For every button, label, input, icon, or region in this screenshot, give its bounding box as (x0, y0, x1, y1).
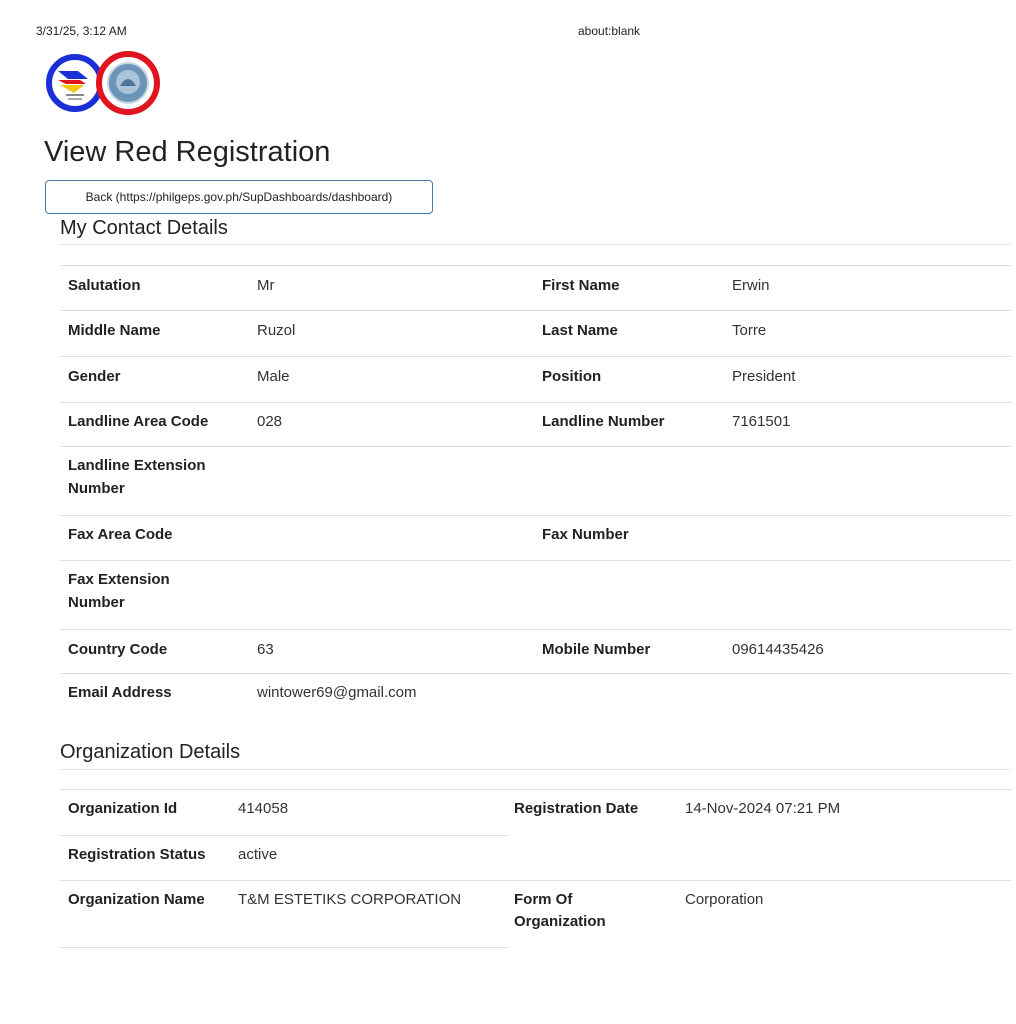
landline-number-label: Landline Number (542, 413, 665, 430)
back-button[interactable]: Back (https://philgeps.gov.ph/SupDashboards/dashboard) (45, 180, 433, 214)
org-section-rule (60, 769, 1011, 770)
table-row-divider (60, 515, 1011, 516)
fax-extension-label-2: Number (68, 594, 125, 611)
table-row-divider (60, 673, 1011, 674)
form-of-org-label-2: Organization (514, 913, 606, 930)
landline-extension-label-2: Number (68, 480, 125, 497)
logos (46, 48, 162, 118)
org-name-label: Organization Name (68, 891, 205, 908)
table-row-divider (60, 402, 1011, 403)
landline-area-code-label: Landline Area Code (68, 413, 209, 430)
org-id-value: 414058 (238, 800, 289, 817)
table-row-divider (60, 356, 1011, 357)
first-name-label: First Name (542, 277, 620, 294)
table-row-divider (60, 310, 1011, 311)
table-row-divider (60, 629, 1011, 630)
registration-status-label: Registration Status (68, 846, 206, 863)
print-date: 3/31/25, 3:12 AM (36, 24, 127, 38)
table-row-divider (60, 789, 1011, 790)
philgeps-logo-icon (49, 57, 101, 109)
table-row-divider (60, 835, 508, 836)
country-code-value: 63 (257, 641, 274, 658)
table-row-divider (60, 560, 1011, 561)
org-id-label: Organization Id (68, 800, 178, 817)
salutation-value: Mr (257, 277, 275, 294)
gender-value: Male (257, 368, 290, 385)
position-label: Position (542, 368, 602, 385)
table-row-divider (60, 446, 1011, 447)
registration-date-label: Registration Date (514, 800, 639, 817)
seal-logo-icon (99, 54, 157, 112)
first-name-value: Erwin (732, 277, 770, 294)
registration-status-value: active (238, 846, 278, 863)
salutation-label: Salutation (68, 277, 141, 294)
landline-number-value: 7161501 (732, 413, 791, 430)
page-title: View Red Registration (44, 136, 331, 168)
mobile-number-value: 09614435426 (732, 641, 824, 658)
fax-number-label: Fax Number (542, 526, 629, 543)
fax-extension-label: Fax Extension (68, 571, 170, 588)
email-value: wintower69@gmail.com (257, 684, 417, 701)
table-row-divider (508, 880, 1011, 881)
table-row-divider (60, 947, 508, 948)
table-row-divider (60, 880, 508, 881)
form-of-org-label: Form Of (514, 891, 573, 908)
registration-date-value: 14-Nov-2024 07:21 PM (685, 800, 841, 817)
last-name-label: Last Name (542, 322, 618, 339)
landline-area-code-value: 028 (257, 413, 283, 430)
org-section-title: Organization Details (60, 741, 241, 763)
country-code-label: Country Code (68, 641, 168, 658)
contact-section-title: My Contact Details (60, 217, 228, 239)
contact-section-rule (60, 244, 1011, 245)
form-of-org-value: Corporation (685, 891, 764, 908)
org-name-value: T&M ESTETIKS CORPORATION (238, 891, 462, 908)
middle-name-value: Ruzol (257, 322, 296, 339)
gender-label: Gender (68, 368, 121, 385)
fax-area-code-label: Fax Area Code (68, 526, 173, 543)
email-label: Email Address (68, 684, 172, 701)
print-url: about:blank (578, 24, 641, 38)
mobile-number-label: Mobile Number (542, 641, 651, 658)
middle-name-label: Middle Name (68, 322, 161, 339)
landline-extension-label: Landline Extension (68, 457, 206, 474)
last-name-value: Torre (732, 322, 767, 339)
position-value: President (732, 368, 796, 385)
table-row-divider (60, 265, 1011, 266)
